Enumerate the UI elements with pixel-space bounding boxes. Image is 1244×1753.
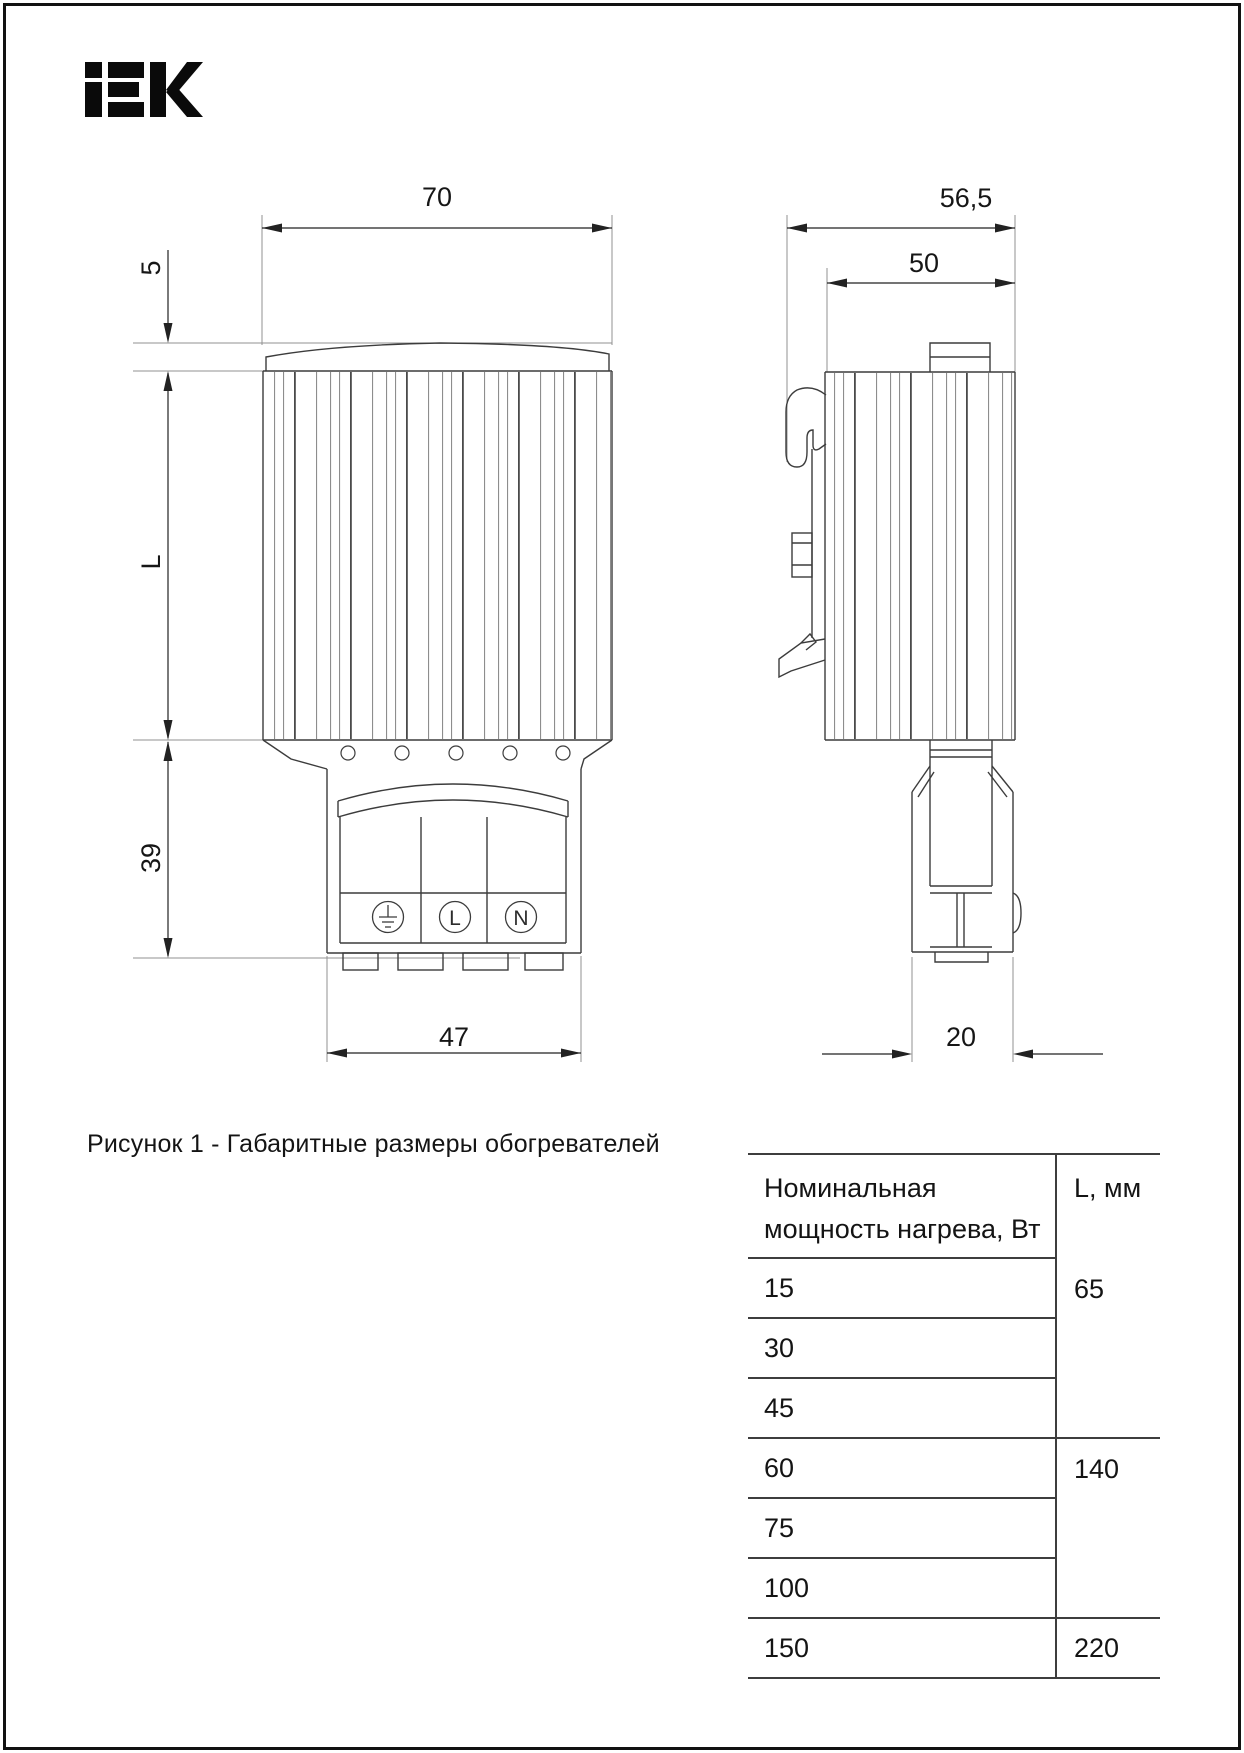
dim-label-70: 70 — [421, 182, 453, 212]
table-cell-power: 30 — [748, 1319, 1057, 1379]
figure-caption: Рисунок 1 - Габаритные размеры обогревателей — [87, 1130, 660, 1158]
heater-side-view — [779, 215, 1021, 1062]
logo-e-top-bar — [108, 62, 144, 78]
dim-label-47: 47 — [438, 1022, 470, 1052]
table-cell-power: 15 — [748, 1259, 1057, 1319]
logo-i-dot — [85, 62, 102, 78]
table-cell-length — [1057, 1379, 1160, 1439]
table-cell-length: 220 — [1057, 1619, 1160, 1679]
table-header-power — [748, 1155, 1057, 1259]
table-cell-length — [1057, 1559, 1160, 1619]
heater-top-cap — [266, 343, 609, 371]
dim-label-L: L — [136, 554, 166, 570]
table-cell-length — [1057, 1319, 1160, 1379]
flange-left-slant — [263, 740, 327, 769]
heater-front-view — [133, 215, 612, 1062]
table-cell-length: 65 — [1074, 1273, 1105, 1304]
table-header-power-line2: мощность нагрева, Вт — [764, 1214, 1041, 1244]
flange-holes — [341, 746, 570, 760]
mounting-tab — [463, 953, 508, 970]
table-cell-power: 60 — [748, 1439, 1057, 1499]
logo-k-stem — [150, 62, 166, 117]
logo-e-mid-bar — [108, 82, 139, 97]
table-cell-power: 75 — [748, 1499, 1057, 1559]
dim-label-39: 39 — [136, 842, 166, 874]
iek-logo — [85, 62, 203, 117]
table-cell-power: 45 — [748, 1379, 1057, 1439]
mounting-tab — [343, 953, 378, 970]
din-rail-clip — [779, 388, 826, 677]
table-cell-power: 100 — [748, 1559, 1057, 1619]
dim-label-20: 20 — [945, 1022, 977, 1052]
table-header-length: L, мм — [1074, 1173, 1142, 1203]
table-cell-length — [1057, 1499, 1160, 1559]
mounting-tab — [398, 953, 443, 970]
logo-k-lower-arm — [166, 85, 203, 117]
terminal-label-neutral: N — [513, 907, 529, 930]
dim-label-50: 50 — [908, 248, 940, 278]
power-length-table — [748, 1153, 1160, 1679]
table-cell-power: 150 — [748, 1619, 1057, 1679]
logo-i-stem — [85, 82, 102, 117]
heater-fins-front — [264, 372, 611, 739]
dim-label-5: 5 — [136, 260, 166, 276]
terminal-block-side — [912, 740, 1021, 962]
terminal-label-line: L — [449, 907, 461, 930]
logo-e-bottom-bar — [108, 102, 144, 117]
terminal-block-front — [327, 784, 581, 970]
dim-label-56-5: 56,5 — [939, 183, 993, 213]
din-clip-latch — [792, 533, 812, 577]
mounting-tab — [525, 953, 563, 970]
heater-fins-side — [827, 373, 1013, 739]
housing-side-bump — [1013, 893, 1021, 933]
ground-icon — [379, 905, 397, 927]
table-header-power-line1: Номинальная — [764, 1173, 937, 1203]
table-cell-length: 140 — [1074, 1453, 1120, 1484]
flange-right-slant — [581, 740, 612, 769]
din-clip-hook — [786, 388, 826, 467]
din-clip-release-foot — [779, 639, 825, 677]
